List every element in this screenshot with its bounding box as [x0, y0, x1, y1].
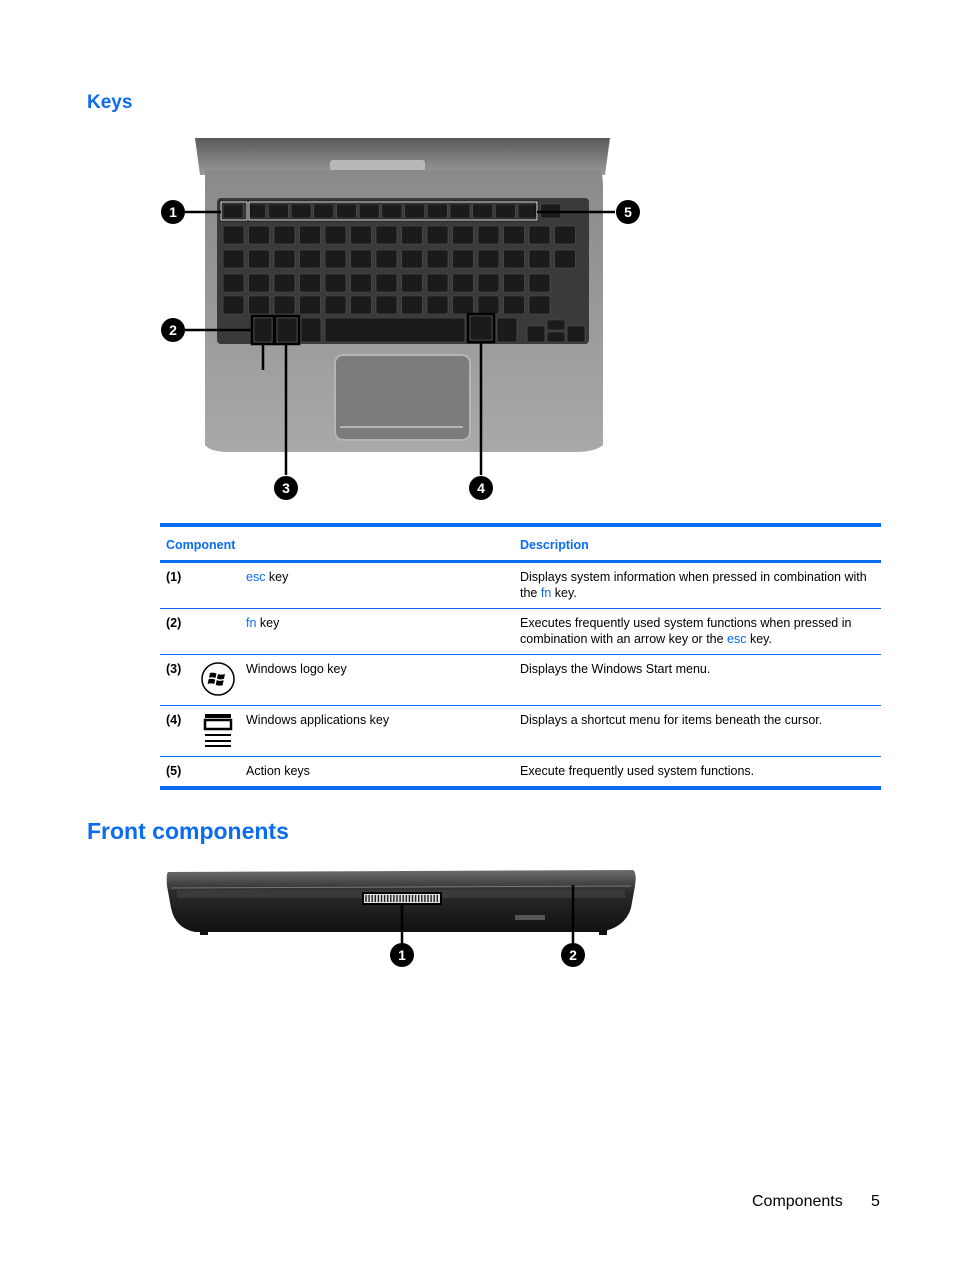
- keyboard-key: [529, 226, 550, 244]
- callout-5: [616, 200, 640, 224]
- keyboard-key: [478, 226, 499, 244]
- arrow-key: [527, 326, 545, 342]
- description-text-end: key.: [746, 632, 772, 646]
- keyboard-key: [249, 250, 270, 268]
- column-header-component: Component: [160, 525, 514, 562]
- callout-3: [274, 476, 298, 500]
- components-table: [160, 523, 881, 790]
- row-description: Execute frequently used system functions.: [520, 764, 755, 778]
- keyboard-key: [555, 250, 576, 268]
- keyboard-key: [351, 296, 372, 314]
- front-callout-2-label: 2: [569, 947, 577, 963]
- table-row: [160, 562, 881, 609]
- row-component-name: [240, 562, 514, 609]
- keyboard-key: [300, 250, 321, 268]
- keyboard-key: [402, 296, 423, 314]
- function-key: [337, 204, 357, 218]
- keyboard-key: [478, 250, 499, 268]
- keyboard-key: [529, 250, 550, 268]
- function-key: [450, 204, 470, 218]
- esc-key-link[interactable]: esc: [727, 632, 747, 646]
- component-name-text: key: [256, 616, 280, 630]
- arrow-key: [547, 332, 565, 342]
- keyboard-key: [427, 296, 448, 314]
- row-component-name: Action keys: [246, 764, 310, 778]
- keyboard-key: [300, 274, 321, 292]
- windows-applications-icon: [200, 712, 236, 748]
- description-text: Displays system information when pressed in combination with the: [520, 570, 867, 600]
- keyboard-key: [555, 226, 576, 244]
- row-description: Displays the Windows Start menu.: [514, 655, 881, 706]
- keyboard-figure: [155, 130, 655, 510]
- front-callout-1-label: 1: [398, 947, 406, 963]
- keyboard-key: [223, 250, 244, 268]
- column-header-description: Description: [514, 525, 881, 562]
- keyboard-key: [504, 226, 525, 244]
- function-key: [405, 204, 425, 218]
- function-key: [359, 204, 379, 218]
- function-key: [495, 204, 515, 218]
- esc-key-link[interactable]: esc: [246, 570, 266, 584]
- keyboard-key: [529, 274, 550, 292]
- callout-1: [161, 200, 185, 224]
- keyboard-key: [351, 226, 372, 244]
- keyboard-key: [274, 274, 295, 292]
- function-key: [473, 204, 493, 218]
- front-callout-1: [390, 943, 414, 967]
- footer-section-label: Components: [752, 1193, 843, 1210]
- keyboard-key: [529, 296, 550, 314]
- callout-1-label: 1: [169, 204, 177, 220]
- keyboard-key: [223, 274, 244, 292]
- keyboard-key: [504, 296, 525, 314]
- keyboard-key: [274, 226, 295, 244]
- table-row: [160, 706, 881, 757]
- row-component-name: Windows applications key: [240, 706, 514, 757]
- keyboard-key: [249, 296, 270, 314]
- fn-key: [254, 318, 272, 342]
- function-key: [291, 204, 311, 218]
- row-icon-cell: [198, 706, 240, 757]
- keyboard-key: [504, 250, 525, 268]
- row-number: (4): [160, 706, 198, 757]
- keyboard-key: [249, 226, 270, 244]
- callout-2-label: 2: [169, 322, 177, 338]
- row-component-name: Windows logo key: [240, 655, 514, 706]
- keyboard-key: [478, 274, 499, 292]
- row-number: (2): [160, 609, 198, 655]
- keyboard-key: [325, 274, 346, 292]
- keyboard-key: [376, 274, 397, 292]
- callout-4-label: 4: [477, 480, 485, 496]
- keyboard-key: [453, 250, 474, 268]
- table-header-row: [160, 525, 881, 562]
- keyboard-key: [453, 296, 474, 314]
- callout-5-label: 5: [624, 204, 632, 220]
- row-number: (5): [166, 764, 182, 778]
- table-row: [160, 757, 881, 789]
- keyboard-key: [427, 226, 448, 244]
- keyboard-key: [478, 296, 499, 314]
- keyboard-key: [376, 226, 397, 244]
- component-name-text: key: [265, 570, 289, 584]
- table-row: [160, 609, 881, 655]
- keyboard-key: [249, 274, 270, 292]
- keyboard-key: [223, 296, 244, 314]
- row-number: (1): [160, 562, 198, 609]
- windows-key: [277, 318, 297, 342]
- keyboard-key: [453, 226, 474, 244]
- keyboard-key: [351, 274, 372, 292]
- arrow-key: [547, 320, 565, 330]
- keyboard-key: [300, 296, 321, 314]
- row-description: Displays a shortcut menu for items beneath the cursor.: [514, 706, 881, 757]
- fn-key-link[interactable]: fn: [540, 586, 552, 600]
- keyboard-key: [427, 274, 448, 292]
- keys-heading: Keys: [87, 92, 133, 113]
- windows-logo-icon: [200, 661, 236, 697]
- row-icon-cell: [198, 757, 240, 789]
- front-view-figure: [155, 860, 655, 975]
- keyboard-key: [453, 274, 474, 292]
- keyboard-key: [504, 274, 525, 292]
- function-key: [223, 204, 243, 218]
- row-description: [514, 609, 881, 655]
- callout-2: [161, 318, 185, 342]
- row-icon-cell: [198, 609, 240, 655]
- keyboard-key: [427, 250, 448, 268]
- keyboard-key: [325, 296, 346, 314]
- front-components-heading: Front components: [87, 818, 289, 844]
- keyboard-key: [274, 296, 295, 314]
- description-text: Executes frequently used system functions when pressed in combination with an arrow key or the: [520, 616, 852, 646]
- keyboard-key: [223, 226, 244, 244]
- arrow-key: [567, 326, 585, 342]
- fn-key-link[interactable]: fn: [246, 616, 257, 630]
- keyboard-key: [301, 318, 321, 342]
- footer-page-number: 5: [871, 1193, 880, 1210]
- description-text-end: key.: [551, 586, 577, 600]
- keyboard-key: [351, 250, 372, 268]
- row-icon-cell: [198, 562, 240, 609]
- keyboard-key: [402, 226, 423, 244]
- row-icon-cell: [198, 655, 240, 706]
- callout-4: [469, 476, 493, 500]
- keyboard-key: [274, 250, 295, 268]
- function-key: [268, 204, 288, 218]
- keyboard-key: [300, 226, 321, 244]
- function-key: [518, 204, 538, 218]
- keyboard-key: [402, 250, 423, 268]
- function-key: [314, 204, 334, 218]
- row-number: (3): [160, 655, 198, 706]
- keyboard-key: [325, 226, 346, 244]
- front-callout-2: [561, 943, 585, 967]
- table-row: [160, 655, 881, 706]
- applications-key: [470, 316, 492, 340]
- callout-3-label: 3: [282, 480, 290, 496]
- spacebar: [325, 318, 465, 342]
- function-key: [427, 204, 447, 218]
- keyboard-key: [376, 250, 397, 268]
- keyboard-key: [497, 318, 517, 342]
- function-key: [382, 204, 402, 218]
- keyboard-key: [402, 274, 423, 292]
- row-description: [514, 562, 881, 609]
- keyboard-key: [325, 250, 346, 268]
- row-component-name: [240, 609, 514, 655]
- keyboard-key: [376, 296, 397, 314]
